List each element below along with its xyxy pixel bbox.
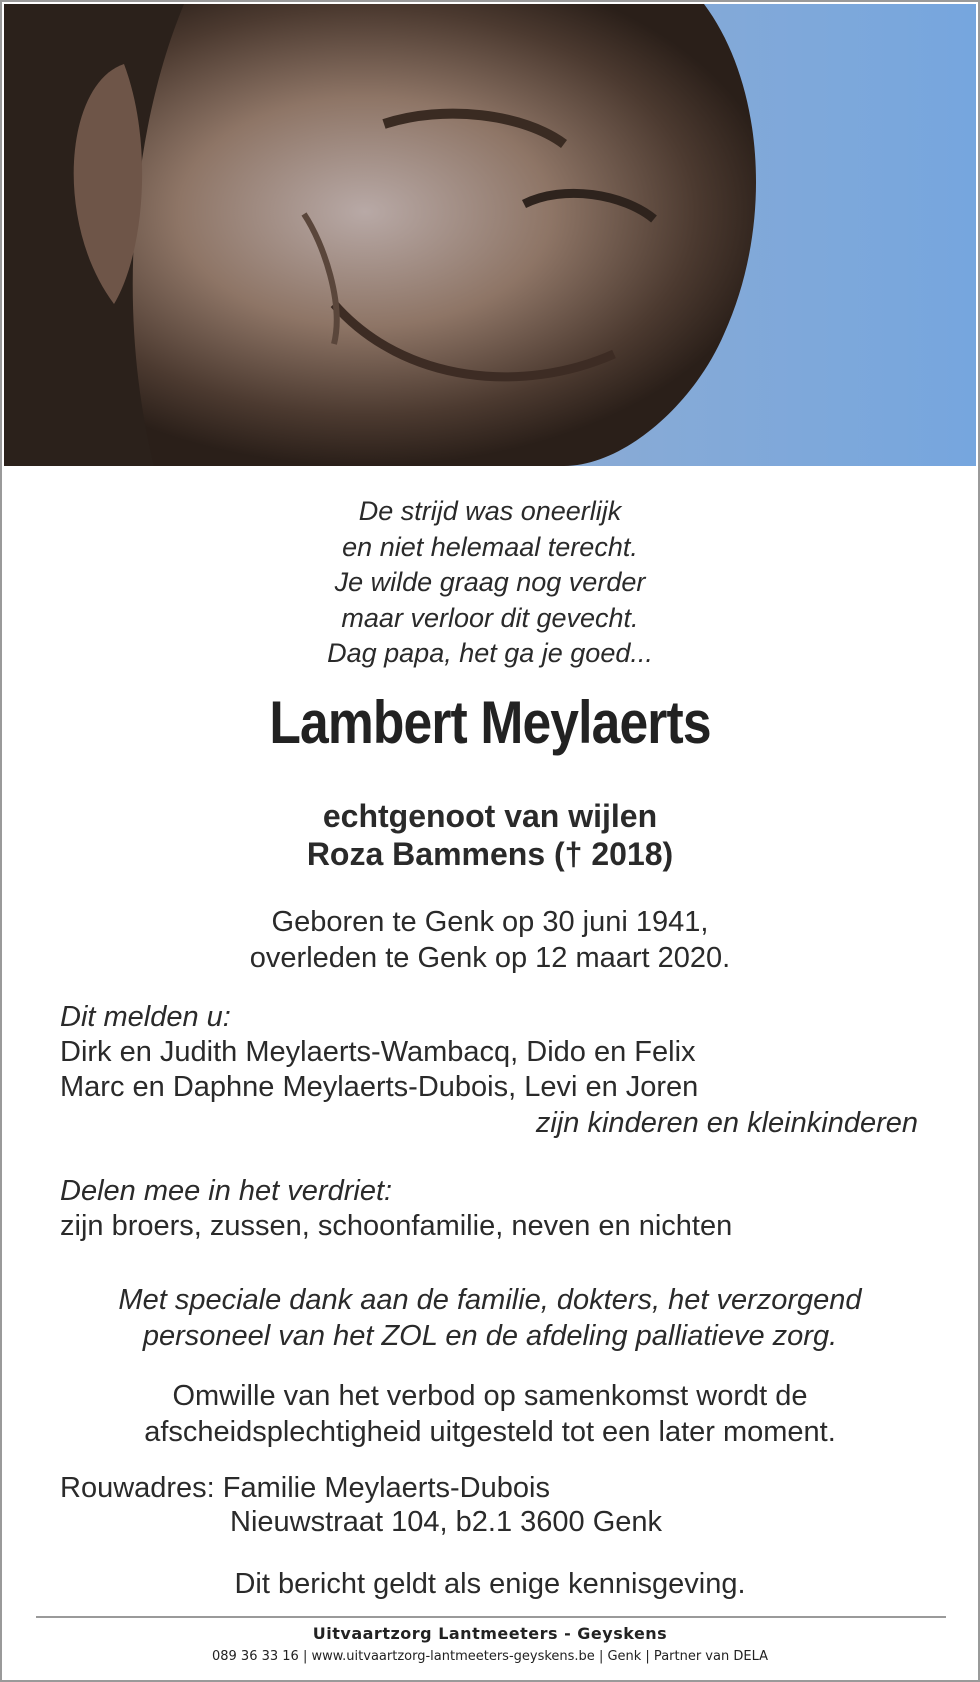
- grief-intro: Delen mee in het verdriet:: [60, 1175, 393, 1207]
- announce-intro: Dit melden u:: [60, 1001, 231, 1033]
- mourning-address-street: Nieuwstraat 104, b2.1 3600 Genk: [230, 1506, 663, 1538]
- poem-line: Dag papa, het ga je goed...: [327, 638, 653, 668]
- thanks-line: personeel van het ZOL en de afdeling palliatieve zorg.: [142, 1320, 838, 1352]
- portrait-photo-icon: [4, 4, 976, 466]
- funeral-home-name: Uitvaartzorg Lantmeeters - Geyskens: [312, 1624, 668, 1643]
- poem-line: Je wilde graag nog verder: [334, 567, 646, 597]
- death-date: overleden te Genk op 12 maart 2020.: [249, 942, 731, 974]
- deceased-name: Lambert Meylaerts: [269, 689, 711, 756]
- announcers: [60, 1000, 698, 1105]
- thanks-line: Met speciale dank aan de familie, dokters, het verzorgend: [118, 1284, 862, 1316]
- notice-line: afscheidsplechtigheid uitgesteld tot een later moment.: [144, 1416, 836, 1448]
- spouse-name: Roza Bammens († 2018): [306, 836, 674, 872]
- grief-block: [60, 1174, 732, 1244]
- grief-relatives: zijn broers, zussen, schoonfamilie, neven en nichten: [60, 1210, 733, 1242]
- footer-divider: [36, 1616, 946, 1618]
- final-notice: Dit bericht geldt als enige kennisgeving.: [234, 1568, 746, 1600]
- family-line: Dirk en Judith Meylaerts-Wambacq, Dido en Felix: [60, 1036, 696, 1068]
- life-dates: [2, 904, 978, 976]
- notice-line: Omwille van het verbod op samenkomst wordt de: [172, 1380, 808, 1412]
- birth-date: Geboren te Genk op 30 juni 1941,: [271, 906, 709, 938]
- ceremony-notice: [2, 1378, 978, 1450]
- funeral-home-contact: 089 36 33 16 | www.uitvaartzorg-lantmeeters-geyskens.be | Genk | Partner van DELA: [211, 1649, 769, 1664]
- poem-line: De strijd was oneerlijk: [358, 496, 622, 526]
- mourning-address: Rouwadres: Familie Meylaerts-Dubois: [60, 1472, 550, 1504]
- poem: [2, 494, 978, 672]
- poem-line: maar verloor dit gevecht.: [341, 602, 639, 633]
- family-relation: zijn kinderen en kleinkinderen: [535, 1107, 918, 1139]
- poem-line: en niet helemaal terecht.: [342, 531, 638, 562]
- family-line: Marc en Daphne Meylaerts-Dubois, Levi en Joren: [60, 1071, 699, 1103]
- thanks-message: [2, 1282, 978, 1354]
- spouse-info: [2, 797, 978, 873]
- spouse-relation: echtgenoot van wijlen: [322, 798, 658, 834]
- portrait-photo: [4, 4, 976, 466]
